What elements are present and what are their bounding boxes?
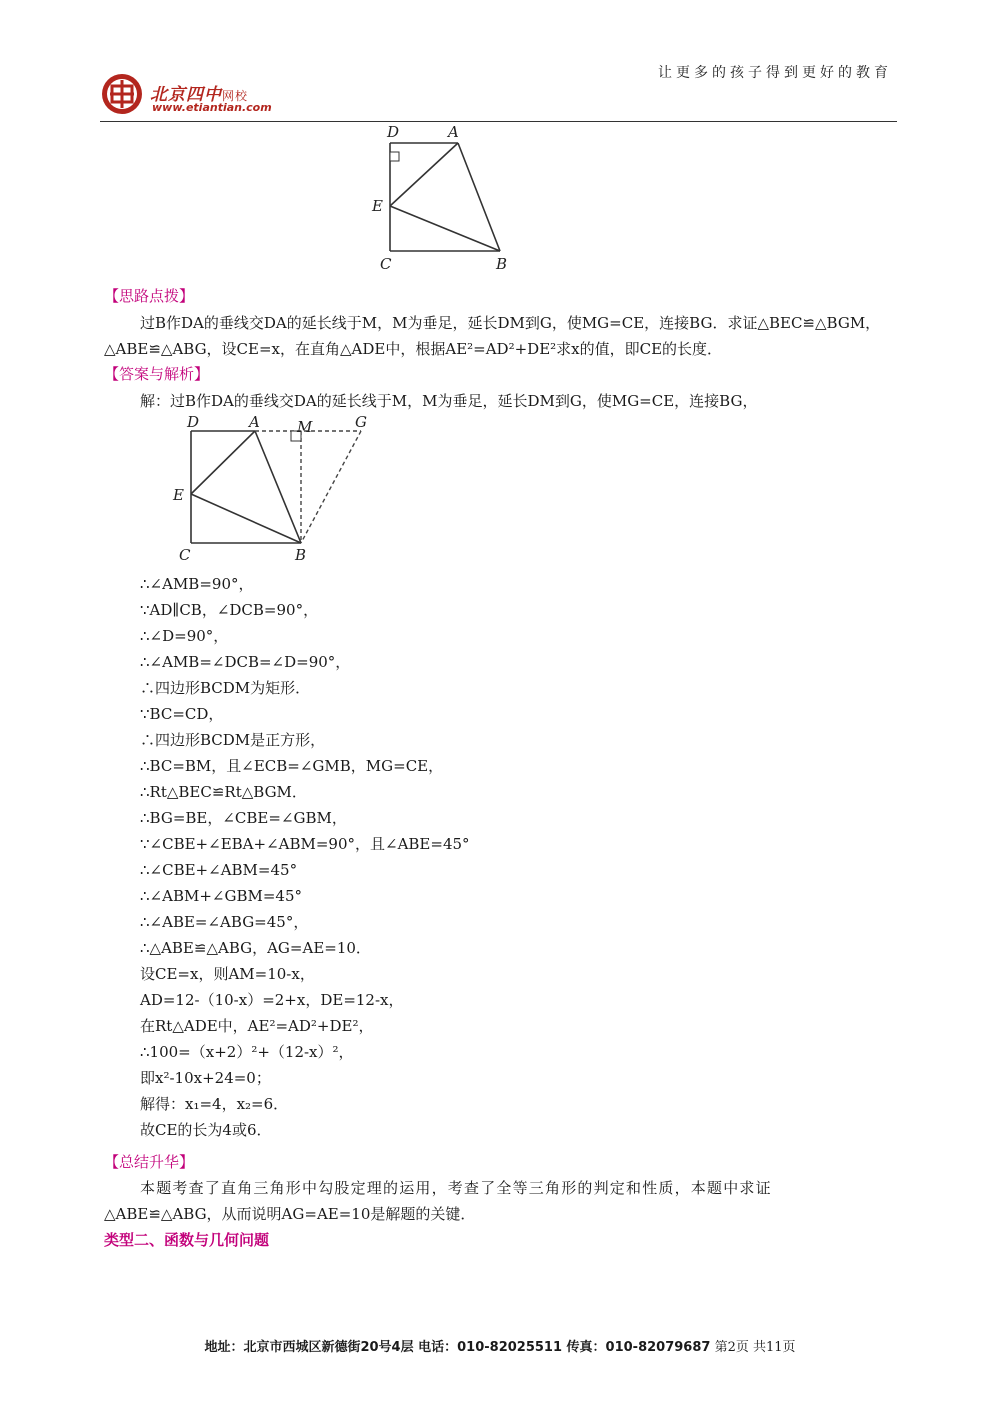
solution-step: ∴四边形BCDM是正方形， [140, 731, 326, 749]
section-title: 类型二、函数与几何问题 [104, 1231, 270, 1249]
solution-step: ∴∠ABE=∠ABG=45°， [140, 913, 309, 931]
hint-line-2: △ABE≌△ABG，设CE=x，在直角△ADE中，根据AE²=AD²+DE²求x的值，即CE的长度． [104, 340, 723, 358]
hint-heading: 【思路点拨】 [104, 287, 195, 305]
solution-step: 故CE的长为4或6． [140, 1121, 272, 1139]
figure-square-dabce [360, 122, 530, 272]
solution-step: 解得：x₁=4，x₂=6． [140, 1095, 289, 1113]
solution-step: ∴∠AMB=∠DCB=∠D=90°， [140, 653, 351, 671]
summary-line-1: 本题考查了直角三角形中勾股定理的运用，考查了全等三角形的判定和性质，本题中求证 [140, 1179, 772, 1197]
solution-step: ∵BC=CD， [140, 705, 224, 723]
header-slogan: 让更多的孩子得到更好的教育 [658, 65, 892, 81]
solution-step: ∴∠D=90°， [140, 627, 229, 645]
answer-intro: 解：过B作DA的垂线交DA的延长线于M，M为垂足，延长DM到G，使MG=CE，连接BG， [140, 392, 758, 410]
summary-line-2: △ABE≌△ABG，从而说明AG=AE=10是解题的关键． [104, 1205, 476, 1223]
footer-address: 地址：北京市西城区新德街20号4层 电话：010-82025511 传真：010-82079687 [204, 1340, 711, 1355]
solution-step: ∴∠ABM+∠GBM=45° [140, 887, 302, 905]
page-footer [0, 1336, 1000, 1355]
solution-step: ∴BG=BE，∠CBE=∠GBM， [140, 809, 347, 827]
label-b: B [295, 546, 307, 564]
solution-step: 设CE=x，则AM=10-x， [140, 965, 315, 983]
solution-step: ∴∠CBE+∠ABM=45° [140, 861, 298, 879]
summary-heading: 【总结升华】 [104, 1153, 195, 1171]
label-b: B [496, 255, 508, 272]
label-g: G [355, 413, 367, 431]
label-c: C [179, 546, 191, 564]
answer-heading: 【答案与解析】 [104, 365, 210, 383]
brand-name: 北京四中网校 [150, 85, 249, 105]
label-d: D [387, 123, 400, 141]
solution-step: 即x²-10x+24=0； [140, 1069, 271, 1087]
figure-construction-dagb [165, 410, 385, 565]
footer-page-number: 第2页 共11页 [714, 1340, 796, 1355]
solution-step: ∴四边形BCDM为矩形． [140, 679, 311, 697]
school-logo-icon [100, 72, 144, 116]
label-c: C [380, 255, 392, 272]
right-angle-mark [390, 152, 399, 161]
hint-line-1: 过B作DA的垂线交DA的延长线于M，M为垂足，延长DM到G，使MG=CE，连接BG．求证△BEC≌△BGM， [140, 314, 881, 332]
label-d: D [187, 413, 200, 431]
solution-step: AD=12-（10-x）=2+x，DE=12-x， [140, 991, 404, 1009]
solution-step: ∴△ABE≌△ABG，AG=AE=10． [140, 939, 371, 957]
solution-step: ∴∠AMB=90°， [140, 575, 254, 593]
label-m: M [297, 418, 313, 436]
solution-step: 在Rt△ADE中，AE²=AD²+DE²， [140, 1017, 374, 1035]
solution-step: ∵AD∥CB，∠DCB=90°， [140, 601, 319, 619]
solution-steps [140, 571, 470, 1143]
solution-step: ∵∠CBE+∠EBA+∠ABM=90°，且∠ABE=45° [140, 835, 470, 853]
label-e: E [173, 486, 184, 504]
solution-step: ∴Rt△BEC≌Rt△BGM． [140, 783, 307, 801]
solution-step: ∴100=（x+2）²+（12-x）²， [140, 1043, 354, 1061]
solution-step: ∴BC=BM，且∠ECB=∠GMB，MG=CE， [140, 757, 444, 775]
label-a: A [249, 413, 260, 431]
label-e: E [372, 197, 383, 215]
brand-url: www.etiantian.com [152, 101, 272, 114]
label-a: A [448, 123, 459, 141]
